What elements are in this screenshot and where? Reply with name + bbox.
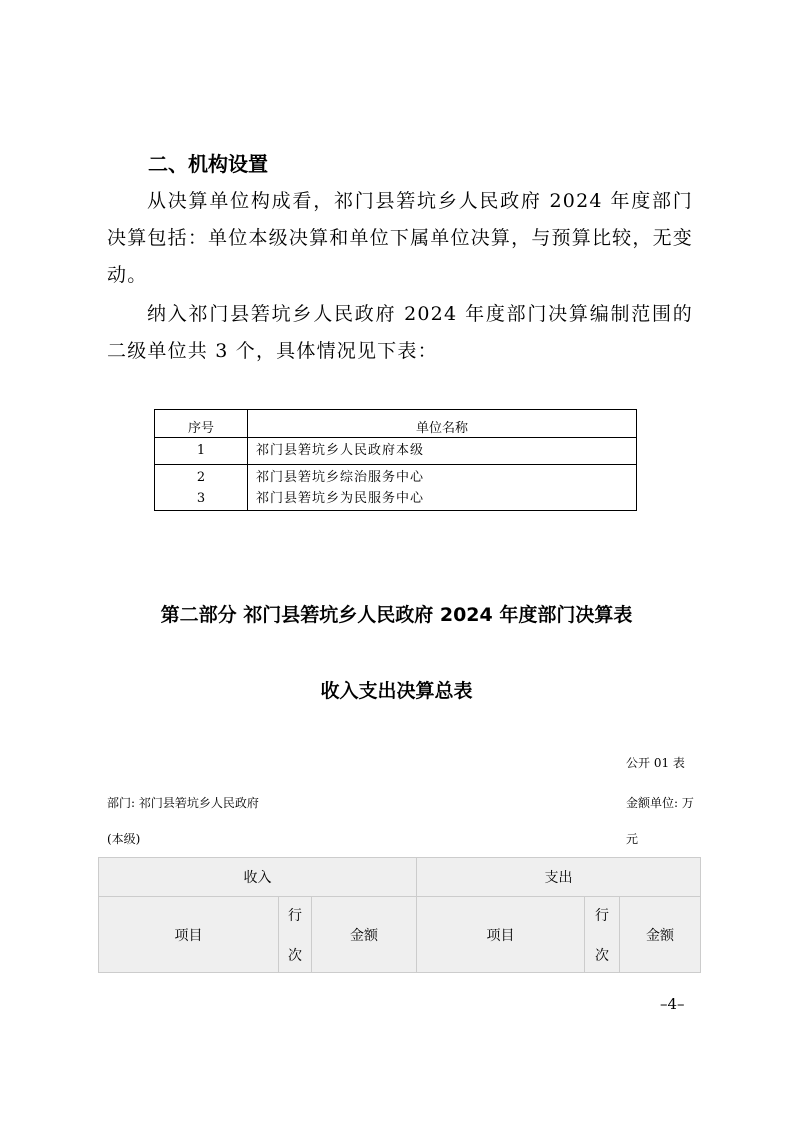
- row-unit-name: 祁门县箬坑乡人民政府本级: [248, 438, 637, 465]
- part-title: 第二部分 祁门县箬坑乡人民政府 2024 年度部门决算表: [160, 604, 633, 626]
- income-row-no-header: [279, 897, 312, 973]
- summary-subheader-row: [99, 897, 701, 973]
- expense-item-header: 项目: [417, 897, 585, 973]
- table-row: [155, 491, 637, 511]
- row-unit-name: 祁门县箬坑乡综治服务中心: [248, 465, 637, 492]
- row-no-bottom: 次: [595, 947, 610, 964]
- paragraph-scope: 纳入祁门县箬坑乡人民政府 2024 年度部门决算编制范围的二级单位共 3 个，具体情况见下表：: [107, 303, 693, 362]
- table-row: [155, 465, 637, 492]
- row-seq: 1: [155, 438, 248, 465]
- table-row: [155, 438, 637, 465]
- units-table: [154, 409, 637, 511]
- page-number: –4–: [660, 995, 685, 1013]
- row-unit-name: 祁门县箬坑乡为民服务中心: [248, 491, 637, 511]
- row-seq: 2: [155, 465, 248, 492]
- income-header: 收入: [99, 858, 417, 897]
- row-no-top: 行: [595, 907, 610, 924]
- income-item-header: 项目: [99, 897, 279, 973]
- expense-header: 支出: [417, 858, 701, 897]
- row-no-bottom: 次: [288, 947, 302, 964]
- department-label-continued: (本级): [107, 832, 141, 846]
- header-seq: 序号: [155, 410, 248, 438]
- income-expense-summary-table: [98, 857, 701, 973]
- expense-amount-header: 金额: [620, 897, 701, 973]
- department-label: 部门: 祁门县箬坑乡人民政府: [107, 796, 259, 810]
- expense-row-no-header: [585, 897, 620, 973]
- units-table-header: [155, 410, 637, 438]
- income-amount-header: 金额: [312, 897, 417, 973]
- public-table-label: 公开 01 表: [626, 756, 685, 770]
- row-no-top: 行: [288, 907, 302, 924]
- amount-unit-label-continued: 元: [626, 832, 639, 846]
- header-unit-name: 单位名称: [248, 410, 637, 438]
- table-title: 收入支出决算总表: [320, 680, 473, 702]
- row-seq: 3: [155, 491, 248, 511]
- amount-unit-label: 金额单位: 万: [626, 796, 694, 810]
- section-heading: 二、机构设置: [148, 152, 268, 176]
- summary-header-row: [99, 858, 701, 897]
- paragraph-structure: 从决算单位构成看，祁门县箬坑乡人民政府 2024 年度部门决算包括：单位本级决算和单位下属单位决算，与预算比较，无变动。: [107, 190, 693, 286]
